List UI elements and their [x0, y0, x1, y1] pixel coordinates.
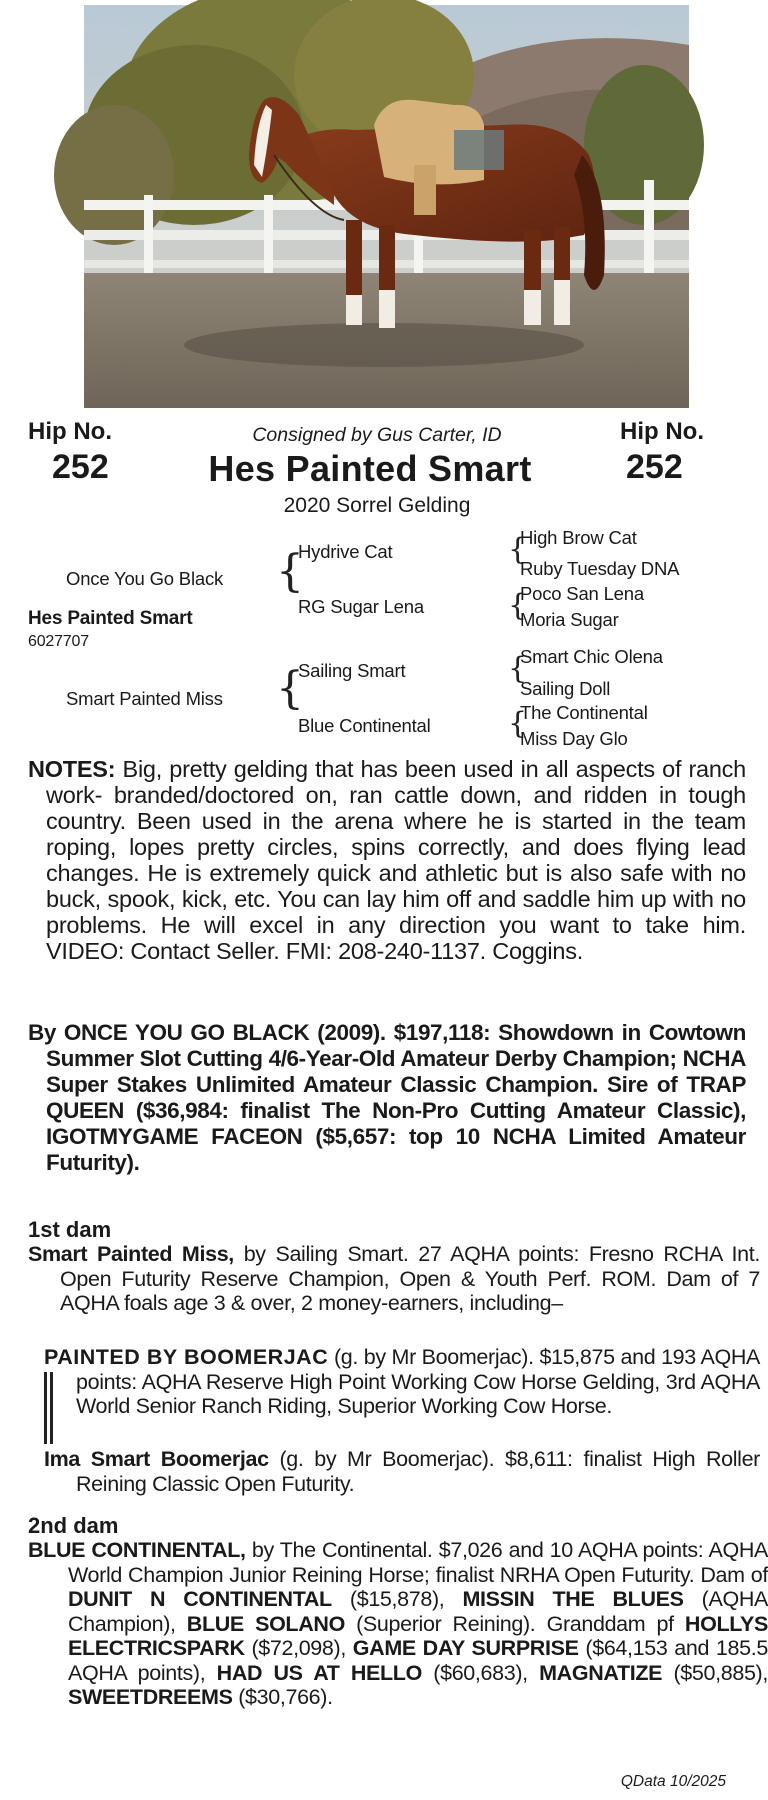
second-dam-text: by The Continental. $7,026 and 10 AQHA points: AQHA World Champion Junior Reining Horse; finalist NRHA Open Futurity. Dam of: [68, 1538, 768, 1587]
foal-2: [44, 1447, 760, 1496]
foal-2-name: Ima Smart Boomerjac: [44, 1447, 269, 1471]
pedigree-gg6: Sailing Doll: [520, 678, 611, 699]
produce-name: MISSIN THE BLUES: [462, 1587, 684, 1611]
second-dam-text: (AQHA Champion),: [68, 1587, 768, 1636]
hip-label-left: Hip No.: [28, 418, 112, 445]
second-dam-paragraph: [28, 1538, 768, 1710]
first-dam-paragraph: [28, 1242, 760, 1316]
first-dam-name: Smart Painted Miss,: [28, 1242, 234, 1266]
pedigree-gg3: Poco San Lena: [520, 583, 644, 604]
pedigree-gg4: Moria Sugar: [520, 609, 619, 630]
foal-1-name: PAINTED BY BOOMERJAC: [44, 1345, 329, 1369]
second-dam-text: (Superior Reining). Granddam pf: [344, 1611, 685, 1636]
produce-name: HAD US AT HELLO: [216, 1660, 422, 1685]
second-dam-text: ($64,153 and 185.5 AQHA points),: [68, 1636, 768, 1685]
produce-name: BLUE SOLANO: [186, 1611, 345, 1636]
notes-paragraph: [28, 756, 746, 964]
brace: {: [508, 588, 528, 623]
hip-number-right: 252: [626, 448, 683, 486]
registration-number: 6027707: [28, 633, 89, 650]
pedigree-sire-sire: Hydrive Cat: [298, 541, 393, 562]
horse-name: Hes Painted Smart: [208, 448, 532, 489]
produce-name: MAGNATIZE: [539, 1660, 663, 1685]
pedigree-gg1: High Brow Cat: [520, 527, 637, 548]
produce-name: SWEETDREEMS: [68, 1685, 233, 1709]
pedigree-dam-sire: Sailing Smart: [298, 660, 406, 681]
produce-name: GAME DAY SURPRISE: [352, 1636, 579, 1660]
brace: {: [276, 663, 304, 714]
pedigree-sire-dam: RG Sugar Lena: [298, 596, 424, 617]
pedigree-gg5: Smart Chic Olena: [520, 646, 663, 667]
brace: {: [508, 651, 528, 686]
first-dam-heading: 1st dam: [28, 1217, 112, 1242]
foal-1: [44, 1345, 760, 1419]
second-dam-text: ($72,098),: [244, 1636, 353, 1660]
brace: {: [508, 532, 528, 567]
pedigree-sire: Once You Go Black: [66, 568, 224, 589]
horse-description: 2020 Sorrel Gelding: [283, 494, 471, 517]
foal-1-text: (g. by Mr Boomerjac). $15,875 and 193 AQHA points: AQHA Reserve High Point Working Cow Horse Gelding, 3rd AQHA World Senior Ranch Riding, Superior Working Cow Horse.: [76, 1345, 760, 1418]
pedigree-horse: Hes Painted Smart: [28, 608, 193, 629]
consignor: Consigned by Gus Carter, ID: [252, 424, 502, 446]
foal-2-text: (g. by Mr Boomerjac). $8,611: finalist High Roller Reining Classic Open Futurity.: [76, 1447, 760, 1496]
second-dam-name: BLUE CONTINENTAL,: [28, 1538, 246, 1562]
second-dam-heading: 2nd dam: [28, 1513, 119, 1538]
pedigree-dam: Smart Painted Miss: [66, 688, 223, 709]
pedigree-gg7: The Continental: [520, 702, 648, 723]
second-dam-text: ($15,878),: [331, 1587, 463, 1611]
footer-credit: QData 10/2025: [620, 1773, 726, 1790]
pedigree-gg8: Miss Day Glo: [520, 728, 628, 749]
notes-label: NOTES:: [28, 756, 116, 782]
sire-paragraph: By ONCE YOU GO BLACK (2009). $197,118: Showdown in Cowtown Summer Slot Cutting 4/6-Year-Old Amateur Derby Champion; NCHA Super Stakes Unlimited Amateur Classic Champion. Sire of TRAP QUEEN ($36,984: finalist The Non-Pro Cutting Amateur Classic), IGOTMYGAME FACEON ($5,657: top 10 NCHA Limited Amateur Futurity).: [28, 1020, 746, 1175]
produce-name: HOLLYS ELECTRICSPARK: [68, 1611, 768, 1660]
brace: {: [276, 546, 304, 597]
horse-photo: [84, 5, 689, 408]
produce-name: DUNIT N CONTINENTAL: [68, 1587, 332, 1611]
pedigree-gg2: Ruby Tuesday DNA: [520, 558, 680, 579]
second-dam-text: ($50,885),: [662, 1660, 768, 1685]
second-dam-text: ($60,683),: [421, 1660, 540, 1685]
first-dam-text: by Sailing Smart. 27 AQHA points: Fresno RCHA Int. Open Futurity Reserve Champion, Open & Youth Perf. ROM. Dam of 7 AQHA foals age 3 & over, 2 money-earners, including–: [60, 1242, 760, 1315]
second-dam-text: ($30,766).: [232, 1685, 333, 1709]
brace: {: [508, 706, 528, 741]
pedigree-dam-dam: Blue Continental: [298, 715, 431, 736]
hip-number-left: 252: [52, 448, 109, 486]
hip-label-right: Hip No.: [620, 418, 704, 445]
notes-text: Big, pretty gelding that has been used in all aspects of ranch work- branded/doctored on, ran cattle down, and ridden in tough country. Been used in the arena where he is started in the team roping, lopes pretty circles, spins correctly, and does flying lead changes. He is extremely quick and athletic but is also safe with no buck, spook, kick, etc. You can lay him off and saddle him up with no problems. He will excel in any direction you want to take him. VIDEO: Contact Seller. FMI: 208-240-1137. Coggins.: [46, 756, 747, 964]
